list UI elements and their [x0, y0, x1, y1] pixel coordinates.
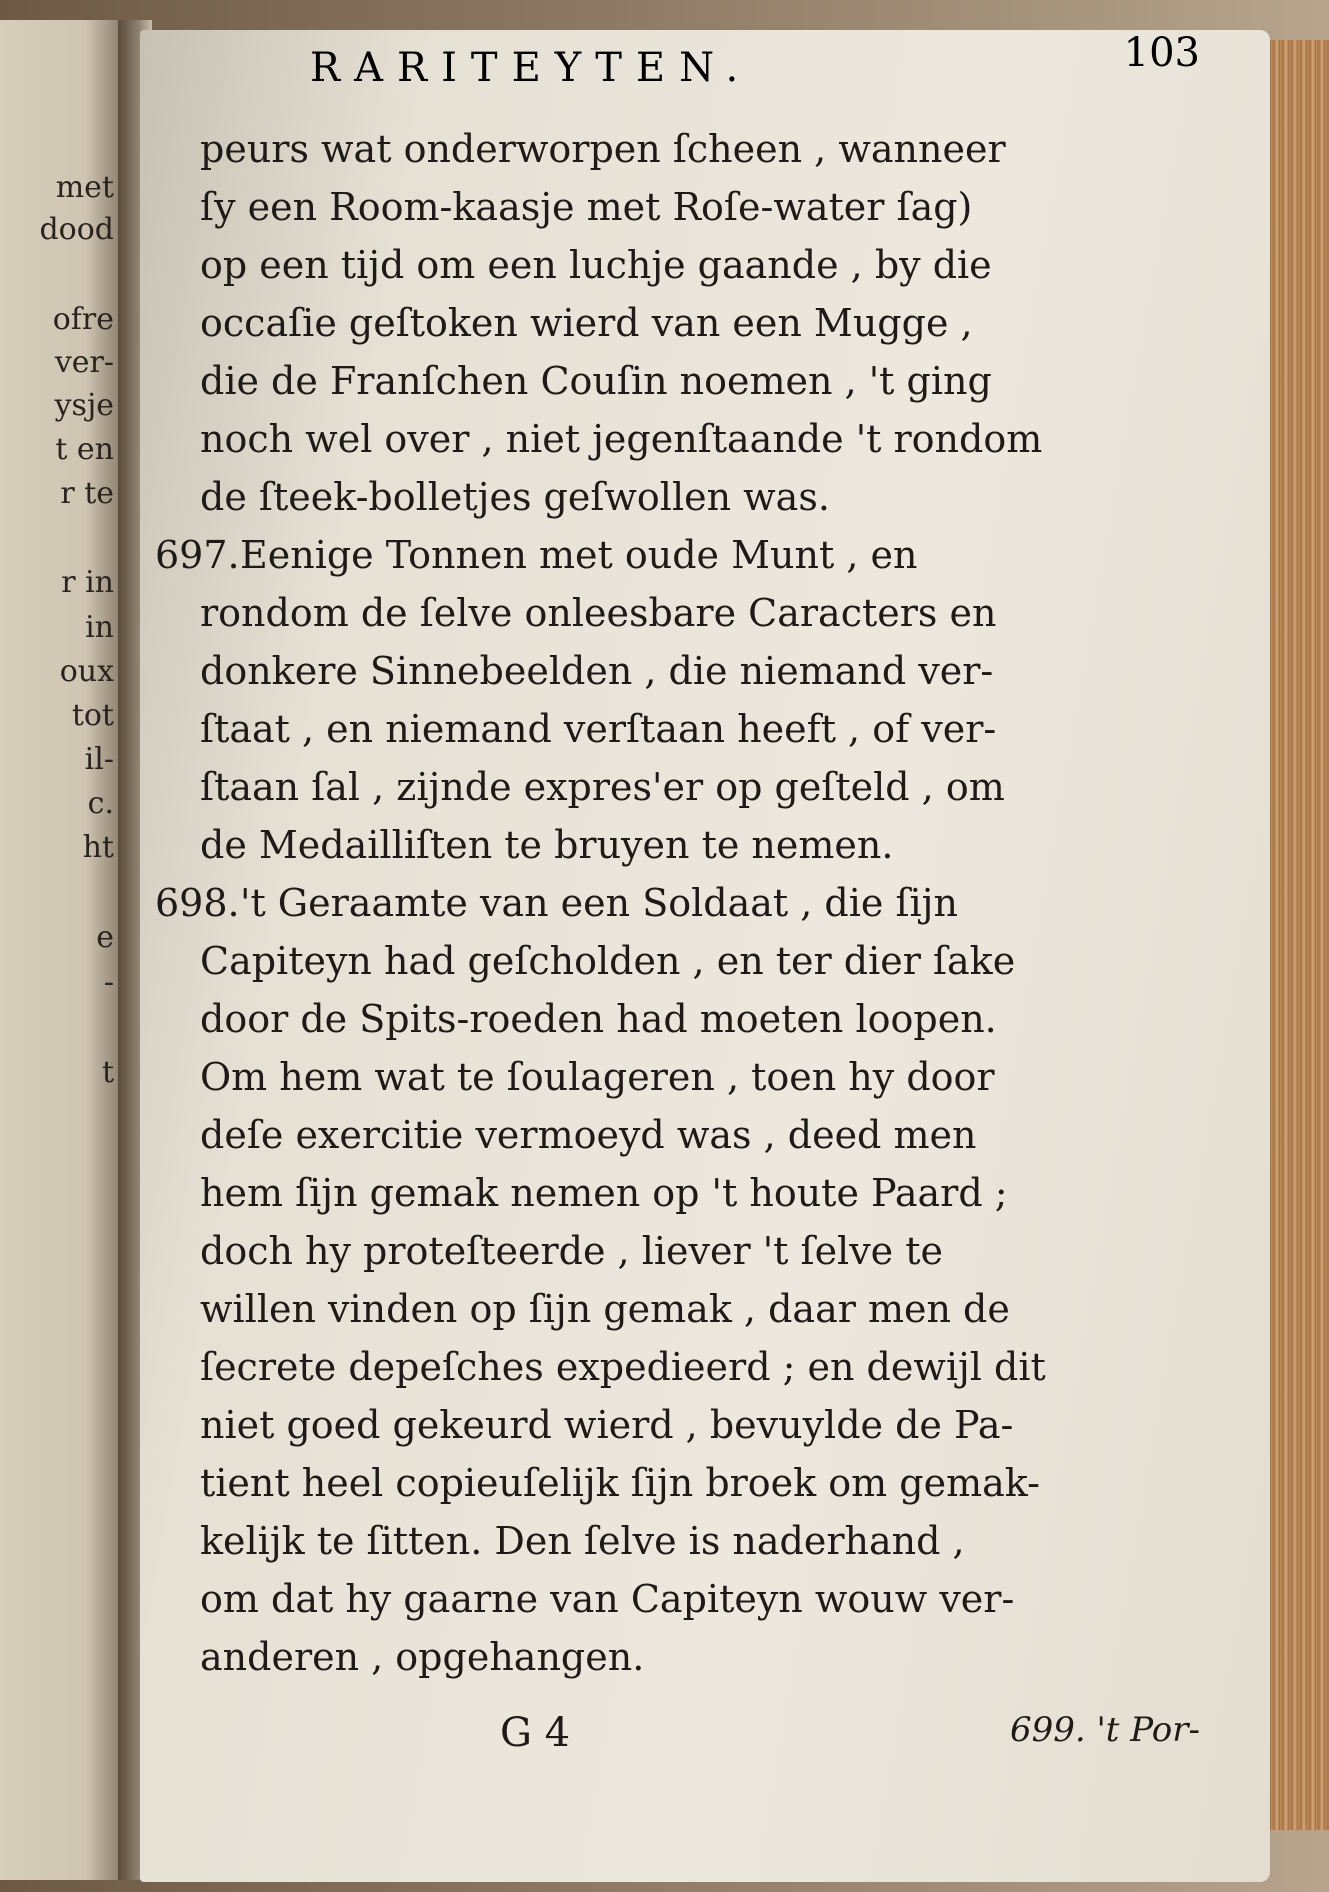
- facing-page-fragment: oux: [59, 654, 114, 689]
- facing-page-fragment: t en: [55, 432, 114, 467]
- text-line: doch hy proteſteerde , liever 't ſelve te: [200, 1229, 944, 1273]
- facing-page-fragment: ht: [82, 830, 114, 865]
- text-line: door de Spits-roeden had moeten loopen.: [200, 997, 997, 1041]
- text-line: noch wel over , niet jegenſtaande 't rondom: [200, 417, 1043, 461]
- text-line: om dat hy gaarne van Capiteyn wouw ver-: [200, 1577, 1015, 1621]
- facing-page-fragment: in: [85, 610, 114, 645]
- text-line: peurs wat onderworpen ſcheen , wanneer: [200, 127, 1006, 171]
- text-line: die de Franſchen Couſin noemen , 't ging: [200, 359, 992, 403]
- facing-page-fragment: ver-: [54, 345, 114, 380]
- page-edges: [1262, 40, 1329, 1830]
- facing-page: [0, 20, 122, 1880]
- text-line: anderen , opgehangen.: [200, 1635, 645, 1679]
- facing-page-fragment: dood: [39, 212, 114, 247]
- facing-page-fragment: met: [55, 170, 114, 205]
- text-line: de Medailliſten te bruyen te nemen.: [200, 823, 894, 867]
- text-line: kelijk te ſitten. Den ſelve is naderhand ,: [200, 1519, 965, 1563]
- text-line: hem ſijn gemak nemen op 't houte Paard ;: [200, 1171, 1008, 1215]
- text-line: occaſie geſtoken wierd van een Mugge ,: [200, 301, 973, 345]
- text-line: Eenige Tonnen met oude Munt , en: [240, 533, 918, 577]
- text-line: 't Geraamte van een Soldaat , die ſijn: [240, 881, 958, 925]
- entry-number: 697.: [155, 533, 240, 577]
- page-header: [310, 30, 1200, 100]
- book-page: [140, 30, 1270, 1882]
- text-line: Om hem wat te ſoulageren , toen hy door: [200, 1055, 995, 1099]
- entry-number: 698.: [155, 881, 240, 925]
- text-line: ſtaat , en niemand verſtaan heeft , of ver-: [200, 707, 997, 751]
- signature-mark: G 4: [500, 1710, 571, 1756]
- facing-page-fragment: tot: [71, 698, 114, 733]
- facing-page-fragment: r te: [60, 476, 114, 511]
- text-line: ſy een Room-kaasje met Roſe-water ſag): [200, 185, 973, 229]
- facing-page-fragment: e: [96, 920, 114, 955]
- facing-page-fragment: -: [103, 965, 114, 1000]
- text-line: rondom de ſelve onleesbare Caracters en: [200, 591, 997, 635]
- text-line: ſecrete depeſches expedieerd ; en dewijl dit: [200, 1345, 1046, 1389]
- text-line: donkere Sinnebeelden , die niemand ver-: [200, 649, 994, 693]
- text-line: niet goed gekeurd wierd , bevuylde de Pa-: [200, 1403, 1014, 1447]
- facing-page-fragment: t: [101, 1055, 114, 1090]
- facing-page-fragment: ysje: [54, 388, 114, 423]
- text-line: op een tijd om een luchje gaande , by die: [200, 243, 992, 287]
- catchword: 699. 't Por-: [1009, 1710, 1200, 1750]
- running-head: RARITEYTEN.: [310, 45, 753, 91]
- facing-page-fragment: r in: [61, 565, 114, 600]
- facing-page-fragment: il-: [84, 742, 114, 777]
- page-footer: [200, 1710, 1200, 1770]
- page-number: 103: [1123, 30, 1200, 76]
- text-line: deſe exercitie vermoeyd was , deed men: [200, 1113, 977, 1157]
- text-line: ſtaan ſal , zijnde expres'er op geſteld , om: [200, 765, 1005, 809]
- facing-page-fragment: c.: [87, 786, 114, 821]
- text-line: willen vinden op ſijn gemak , daar men de: [200, 1287, 1010, 1331]
- text-line: de ſteek-bolletjes geſwollen was.: [200, 475, 830, 519]
- text-line: Capiteyn had geſcholden , en ter dier ſake: [200, 939, 1016, 983]
- text-line: tient heel copieuſelijk ſijn broek om gemak-: [200, 1461, 1040, 1505]
- facing-page-fragment: ofre: [52, 302, 114, 337]
